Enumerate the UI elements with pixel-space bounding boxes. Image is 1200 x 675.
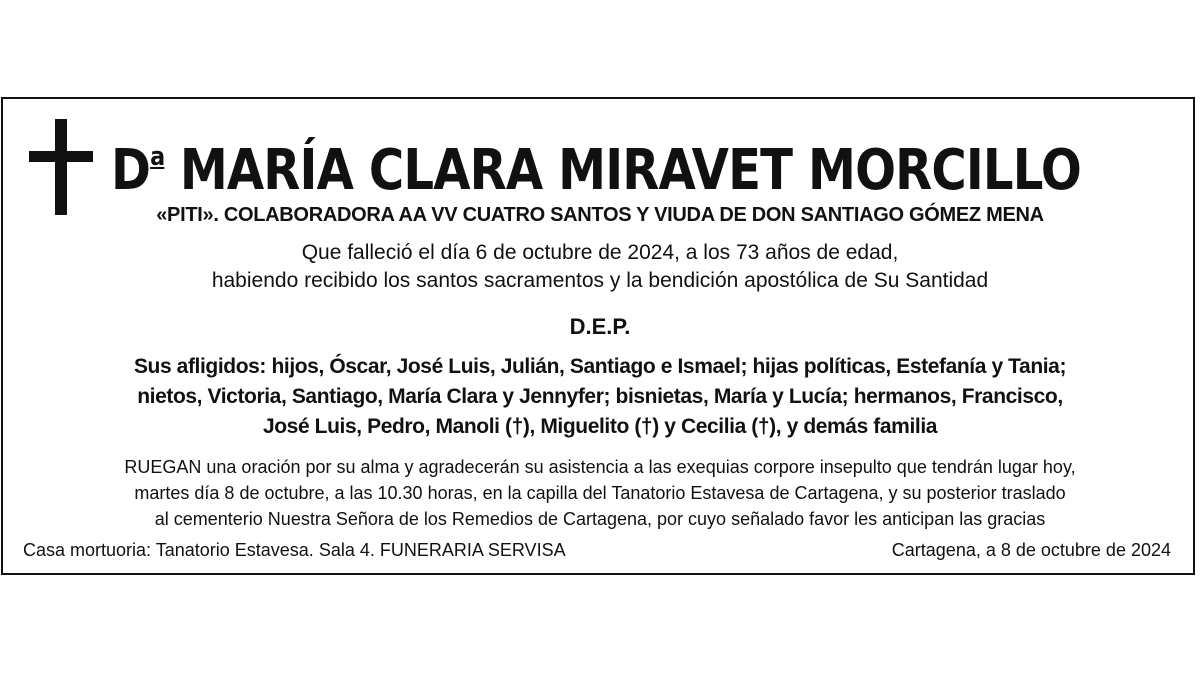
deceased-subtitle: «PITI». COLABORADORA AA VV CUATRO SANTOS Y VIUDA DE DON SANTIAGO GÓMEZ MENA bbox=[156, 204, 1044, 226]
request-line-3: al cementerio Nuestra Señora de los Remedios de Cartagena, por cuyo señalado favor les anticipan las gracias bbox=[154, 509, 1046, 529]
deceased-name bbox=[111, 117, 1081, 203]
dep-heading: D.E.P. bbox=[569, 314, 631, 339]
deceased-full-name: MARÍA CLARA MIRAVET MORCILLO bbox=[179, 138, 1081, 203]
request-line-2: martes día 8 de octubre, a las 10.30 horas, en la capilla del Tanatorio Estavesa de Cartagena, y su posterior traslado bbox=[134, 483, 1066, 503]
death-info-line-2: habiendo recibido los santos sacramentos y la bendición apostólica de Su Santidad bbox=[211, 269, 989, 292]
death-info-line-1: Que falleció el día 6 de octubre de 2024, a los 73 años de edad, bbox=[301, 241, 899, 264]
honorific-superscript: a bbox=[150, 142, 165, 172]
mourners-line-3: José Luis, Pedro, Manoli (†), Miguelito (†) y Cecilia (†), y demás familia bbox=[262, 415, 938, 438]
funeral-home-info: Casa mortuoria: Tanatorio Estavesa. Sala 4. FUNERARIA SERVISA bbox=[23, 540, 566, 560]
obituary-notice bbox=[1, 97, 1195, 575]
latin-cross-icon bbox=[29, 119, 93, 215]
mourners-line-2: nietos, Victoria, Santiago, María Clara y Jennyfer; bisnietas, María y Lucía; hermanos, Francisco, bbox=[137, 385, 1063, 408]
mourners-line-1: Sus afligidos: hijos, Óscar, José Luis, Julián, Santiago e Ismael; hijas políticas, Estefanía y Tania; bbox=[133, 355, 1067, 378]
honorific: D bbox=[111, 138, 151, 203]
request-line-1: RUEGAN una oración por su alma y agradecerán su asistencia a las exequias corpore insepulto que tendrán lugar hoy, bbox=[124, 457, 1076, 477]
place-date: Cartagena, a 8 de octubre de 2024 bbox=[891, 540, 1171, 560]
